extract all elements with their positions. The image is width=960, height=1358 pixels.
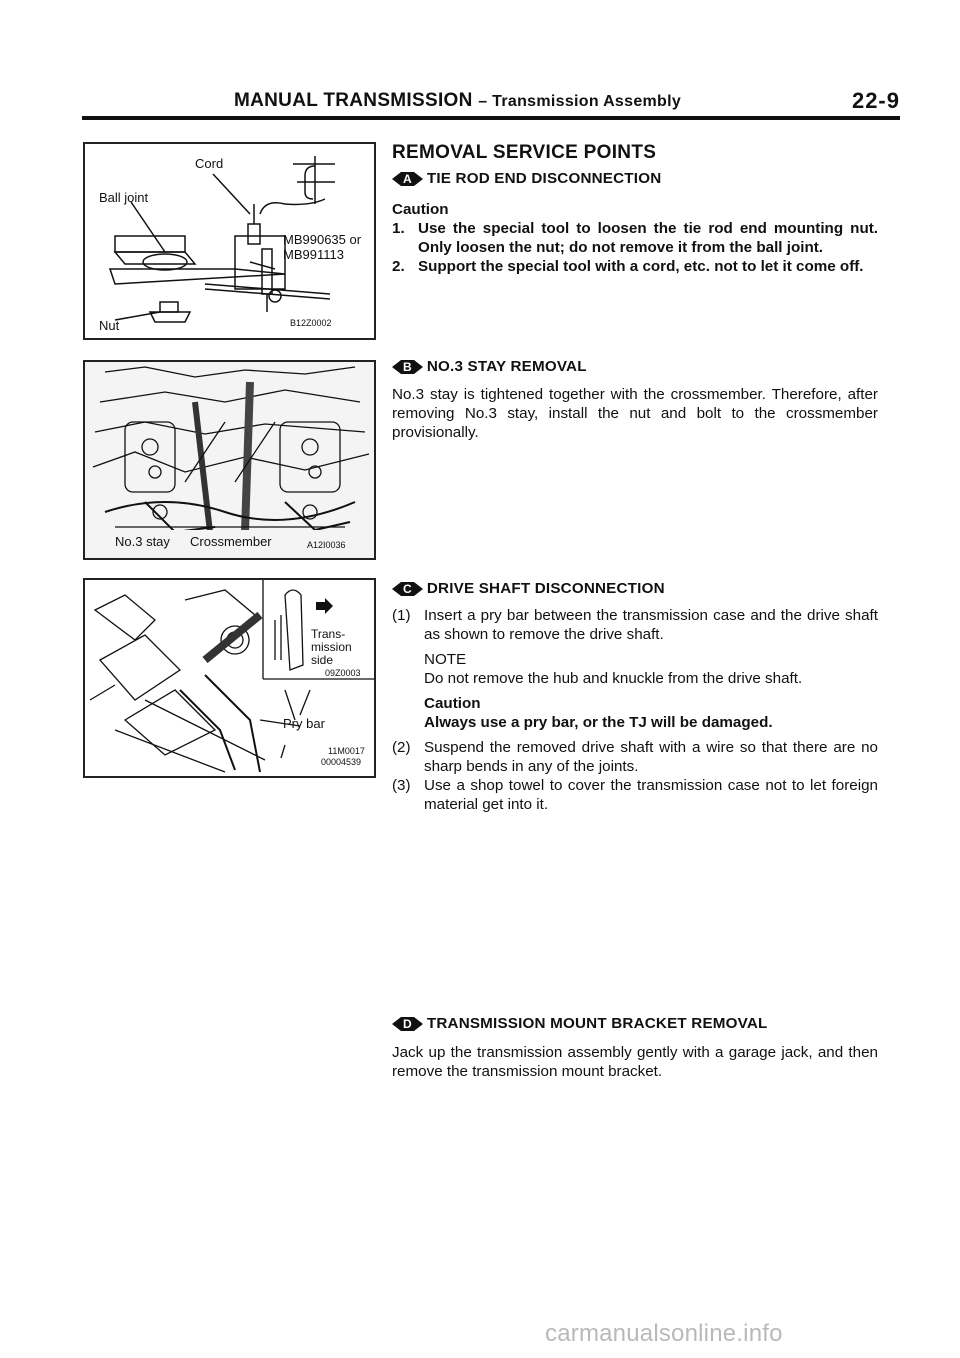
subhead-b (392, 358, 587, 375)
label-tool-2: MB991113 (283, 247, 344, 262)
badge-d-icon: D (392, 1017, 423, 1031)
pry-bar-drawing (85, 580, 374, 776)
subhead-a (392, 170, 661, 187)
section-c-body (392, 606, 878, 814)
figure-code-1: 11M0017 (328, 746, 365, 756)
section-d-text: Jack up the transmission assembly gently with a garage jack, and then remove the transmission mount bracket. (392, 1044, 878, 1080)
label-trans-2: mission (311, 640, 352, 654)
list-item: (3) Use a shop towel to cover the transmission case not to let foreign material get into it. (392, 777, 878, 813)
label-nut: Nut (99, 318, 120, 333)
section-a-body (392, 200, 878, 276)
badge-b-icon: B (392, 360, 423, 374)
no3-stay-drawing (85, 362, 374, 558)
caution-a-label: Caution (392, 201, 449, 218)
page-header (82, 88, 900, 120)
page-number: 22-9 (851, 88, 900, 113)
label-pry-bar: Pry bar (283, 716, 325, 731)
subhead-d (392, 1015, 768, 1032)
figure-pry-bar (83, 578, 376, 778)
badge-a-icon: A (392, 172, 423, 186)
subhead-c (392, 580, 665, 597)
figure-code: A12I0036 (307, 540, 346, 550)
section-b-text: No.3 stay is tightened together with the crossmember. Therefore, after removing No.3 stay, install the nut and bolt to the crossmember provisionally. (392, 386, 878, 441)
title-main: MANUAL TRANSMISSION (234, 90, 473, 111)
subhead-d-title: TRANSMISSION MOUNT BRACKET REMOVAL (426, 1015, 768, 1032)
subhead-b-title: NO.3 STAY REMOVAL (426, 358, 587, 375)
caution-c-text: Always use a pry bar, or the TJ will be damaged. (424, 714, 773, 731)
figure-code: B12Z0002 (290, 318, 332, 328)
figure-tie-rod-tool (83, 142, 376, 340)
subhead-a-title: TIE ROD END DISCONNECTION (426, 170, 662, 187)
note-text: Do not remove the hub and knuckle from the drive shaft. (424, 670, 803, 687)
list-item: 1. Use the special tool to loosen the tie rod end mounting nut. Only loosen the nut; do not remove it from the ball joint. (392, 220, 878, 256)
list-item: (2) Suspend the removed drive shaft with a wire so that there are no sharp bends in any of the joints. (392, 739, 878, 775)
list-item: (1) Insert a pry bar between the transmission case and the drive shaft as shown to remove the drive shaft. (392, 607, 878, 643)
subhead-c-title: DRIVE SHAFT DISCONNECTION (426, 580, 665, 597)
section-title: REMOVAL SERVICE POINTS (392, 142, 657, 163)
watermark: carmanualsonline.info (545, 1320, 783, 1347)
section-d-body (392, 1043, 878, 1081)
tie-rod-tool-drawing (85, 144, 374, 338)
figure-code-inset: 09Z0003 (325, 668, 361, 678)
section-b-body (392, 385, 878, 442)
caution-block (392, 694, 878, 732)
label-trans-1: Trans- (311, 627, 346, 641)
title-sub: – Transmission Assembly (478, 93, 682, 110)
label-ball-joint: Ball joint (99, 190, 149, 205)
list-item: 2. Support the special tool with a cord, etc. not to let it come off. (392, 258, 864, 275)
note-label: NOTE (424, 651, 467, 668)
label-tool-1: MB990635 or (283, 232, 362, 247)
badge-c-icon: C (392, 582, 423, 596)
label-cord: Cord (195, 156, 224, 171)
arrow-right-icon (316, 598, 333, 614)
note-block (392, 650, 878, 688)
caution-c-label: Caution (424, 695, 481, 712)
label-no3-stay: No.3 stay (115, 534, 170, 549)
figure-code-2: 00004539 (321, 757, 362, 767)
label-crossmember: Crossmember (190, 534, 272, 549)
figure-no3-stay (83, 360, 376, 560)
label-trans-3: side (311, 653, 334, 667)
page-title (234, 90, 681, 112)
